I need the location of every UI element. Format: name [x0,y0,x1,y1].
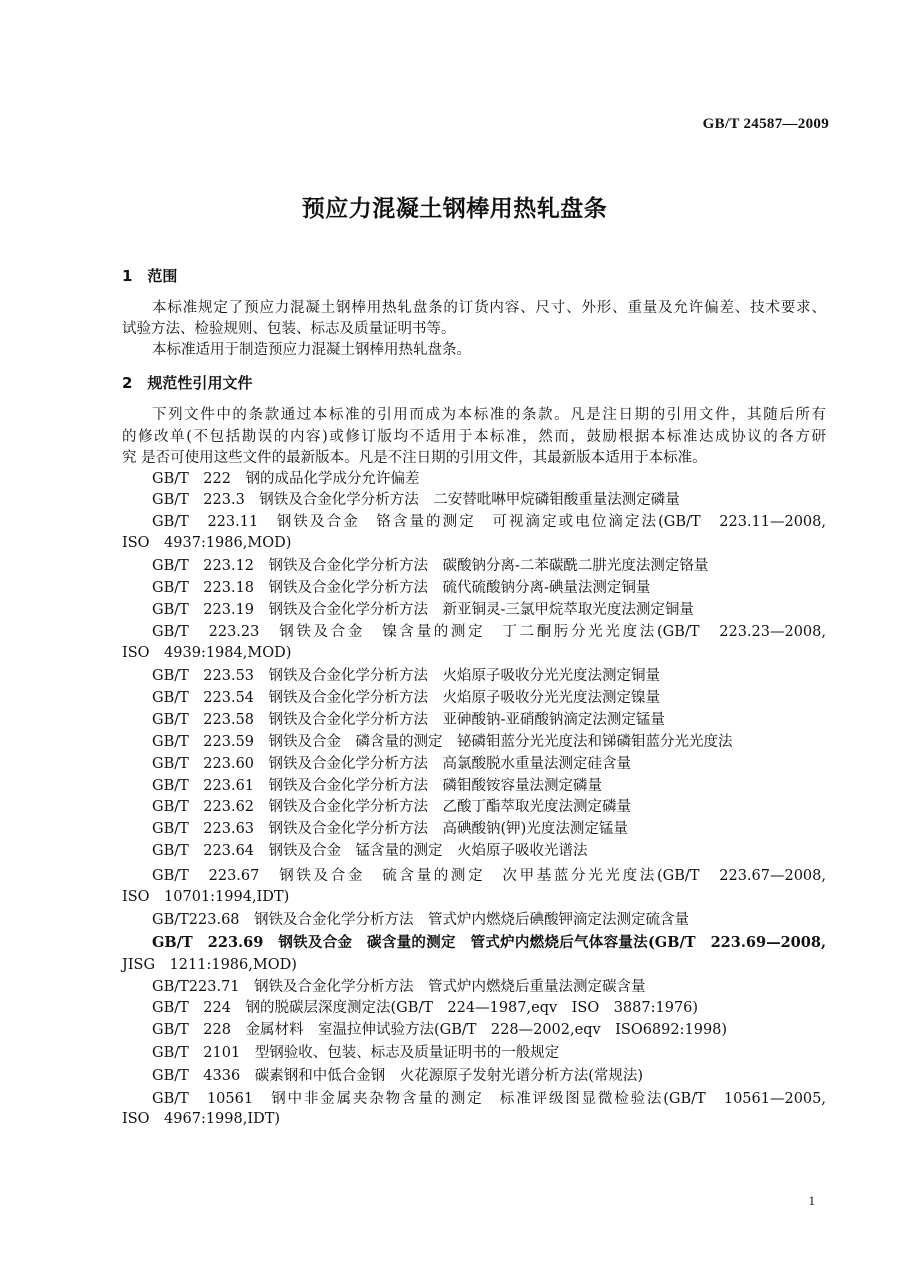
reference-item: GB/T 223.63 钢铁及合金化学分析方法 高碘酸钠(钾)光度法测定锰量 [152,821,628,837]
reference-item: GB/T 223.54 钢铁及合金化学分析方法 火焰原子吸收分光光度法测定镍量 [152,690,661,706]
reference-item: GB/T 223.64 钢铁及合金 锰含量的测定 火焰原子吸收光谱法 [152,843,588,859]
paragraph-line: 试验方法、检验规则、包装、标志及质量证明书等。 [122,321,456,337]
standard-code: GB/T 24587—2009 [702,116,829,132]
paragraph-line: 下列文件中的条款通过本标准的引用而成为本标准的条款。凡是注日期的引用文件，其随后所有 [152,407,826,423]
section-heading-scope: 1 范围 [122,267,178,285]
reference-item: GB/T 2101 型钢验收、包装、标志及质量证明书的一般规定 [152,1045,560,1061]
reference-item-continuation: JISG 1211:1986,MOD) [122,957,297,973]
reference-item: GB/T 223.11 钢铁及合金 铬含量的测定 可视滴定或电位滴定法(GB/T 223.11—2008, [152,514,826,530]
reference-item: GB/T 223.61 钢铁及合金化学分析方法 磷钼酸铵容量法测定磷量 [152,778,603,794]
reference-item: GB/T 223.59 钢铁及合金 磷含量的测定 铋磷钼蓝分光光度法和锑磷钼蓝分光光度法 [152,734,733,750]
section-heading-normative-references: 2 规范性引用文件 [122,374,253,392]
reference-item: GB/T 223.19 钢铁及合金化学分析方法 新亚铜灵-三氯甲烷萃取光度法测定铜量 [152,602,694,618]
document-title: 预应力混凝土钢棒用热轧盘条 [301,196,608,222]
reference-item: GB/T 223.58 钢铁及合金化学分析方法 亚砷酸钠-亚硝酸钠滴定法测定锰量 [152,712,665,728]
reference-item: GB/T 223.12 钢铁及合金化学分析方法 碳酸钠分离-二苯碳酰二肼光度法测定铬量 [152,558,709,574]
paragraph-line: 本标准适用于制造预应力混凝土钢棒用热轧盘条。 [152,342,471,358]
reference-item: GB/T 223.53 钢铁及合金化学分析方法 火焰原子吸收分光光度法测定铜量 [152,668,661,684]
reference-item: GB/T 223.60 钢铁及合金化学分析方法 高氯酸脱水重量法测定硅含量 [152,756,632,772]
reference-item: GB/T 223.18 钢铁及合金化学分析方法 硫代硫酸钠分离-碘量法测定铜量 [152,580,651,596]
reference-item: GB/T 228 金属材料 室温拉伸试验方法(GB/T 228—2002,eqv ISO6892:1998) [152,1022,728,1038]
reference-item: GB/T223.71 钢铁及合金化学分析方法 管式炉内燃烧后重量法测定碳含量 [152,979,646,995]
reference-item: GB/T 10561 钢中非金属夹杂物含量的测定 标准评级图显微检验法(GB/T 10561—2005, [152,1091,826,1107]
reference-item-highlighted: GB/T 223.69 钢铁及合金 碳含量的测定 管式炉内燃烧后气体容量法(GB/T 223.69—2008, [152,934,826,951]
reference-item: GB/T 4336 碳素钢和中低合金钢 火花源原子发射光谱分析方法(常规法) [152,1068,644,1084]
paragraph-line: 究 是否可使用这些文件的最新版本。凡是不注日期的引用文件，其最新版本适用于本标准。 [122,450,707,466]
reference-item: GB/T 223.3 钢铁及合金化学分析方法 二安替吡啉甲烷磷钼酸重量法测定磷量 [152,492,680,508]
reference-item: GB/T 223.23 钢铁及合金 镍含量的测定 丁二酮肟分光光度法(GB/T 223.23—2008, [152,624,826,640]
reference-item: GB/T 223.62 钢铁及合金化学分析方法 乙酸丁酯萃取光度法测定磷量 [152,799,632,815]
reference-item: GB/T 222 钢的成品化学成分允许偏差 [152,471,420,487]
reference-item: GB/T 224 钢的脱碳层深度测定法(GB/T 224—1987,eqv ISO 3887:1976) [152,1000,699,1016]
reference-item-continuation: ISO 10701:1994,IDT) [122,889,290,905]
reference-item: GB/T223.68 钢铁及合金化学分析方法 管式炉内燃烧后碘酸钾滴定法测定硫含量 [152,912,690,928]
paragraph-line: 本标准规定了预应力混凝土钢棒用热轧盘条的订货内容、尺寸、外形、重量及允许偏差、技术要求、 [152,300,826,316]
reference-item-continuation: ISO 4939:1984,MOD) [122,645,292,661]
reference-item-continuation: ISO 4937:1986,MOD) [122,535,292,551]
paragraph-line: 的修改单(不包括勘误的内容)或修订版均不适用于本标准，然而，鼓励根据本标准达成协议的各方研 [122,429,826,445]
page-number: 1 [808,1193,815,1208]
reference-item: GB/T 223.67 钢铁及合金 硫含量的测定 次甲基蓝分光光度法(GB/T 223.67—2008, [152,868,826,884]
reference-item-continuation: ISO 4967:1998,IDT) [122,1111,281,1127]
